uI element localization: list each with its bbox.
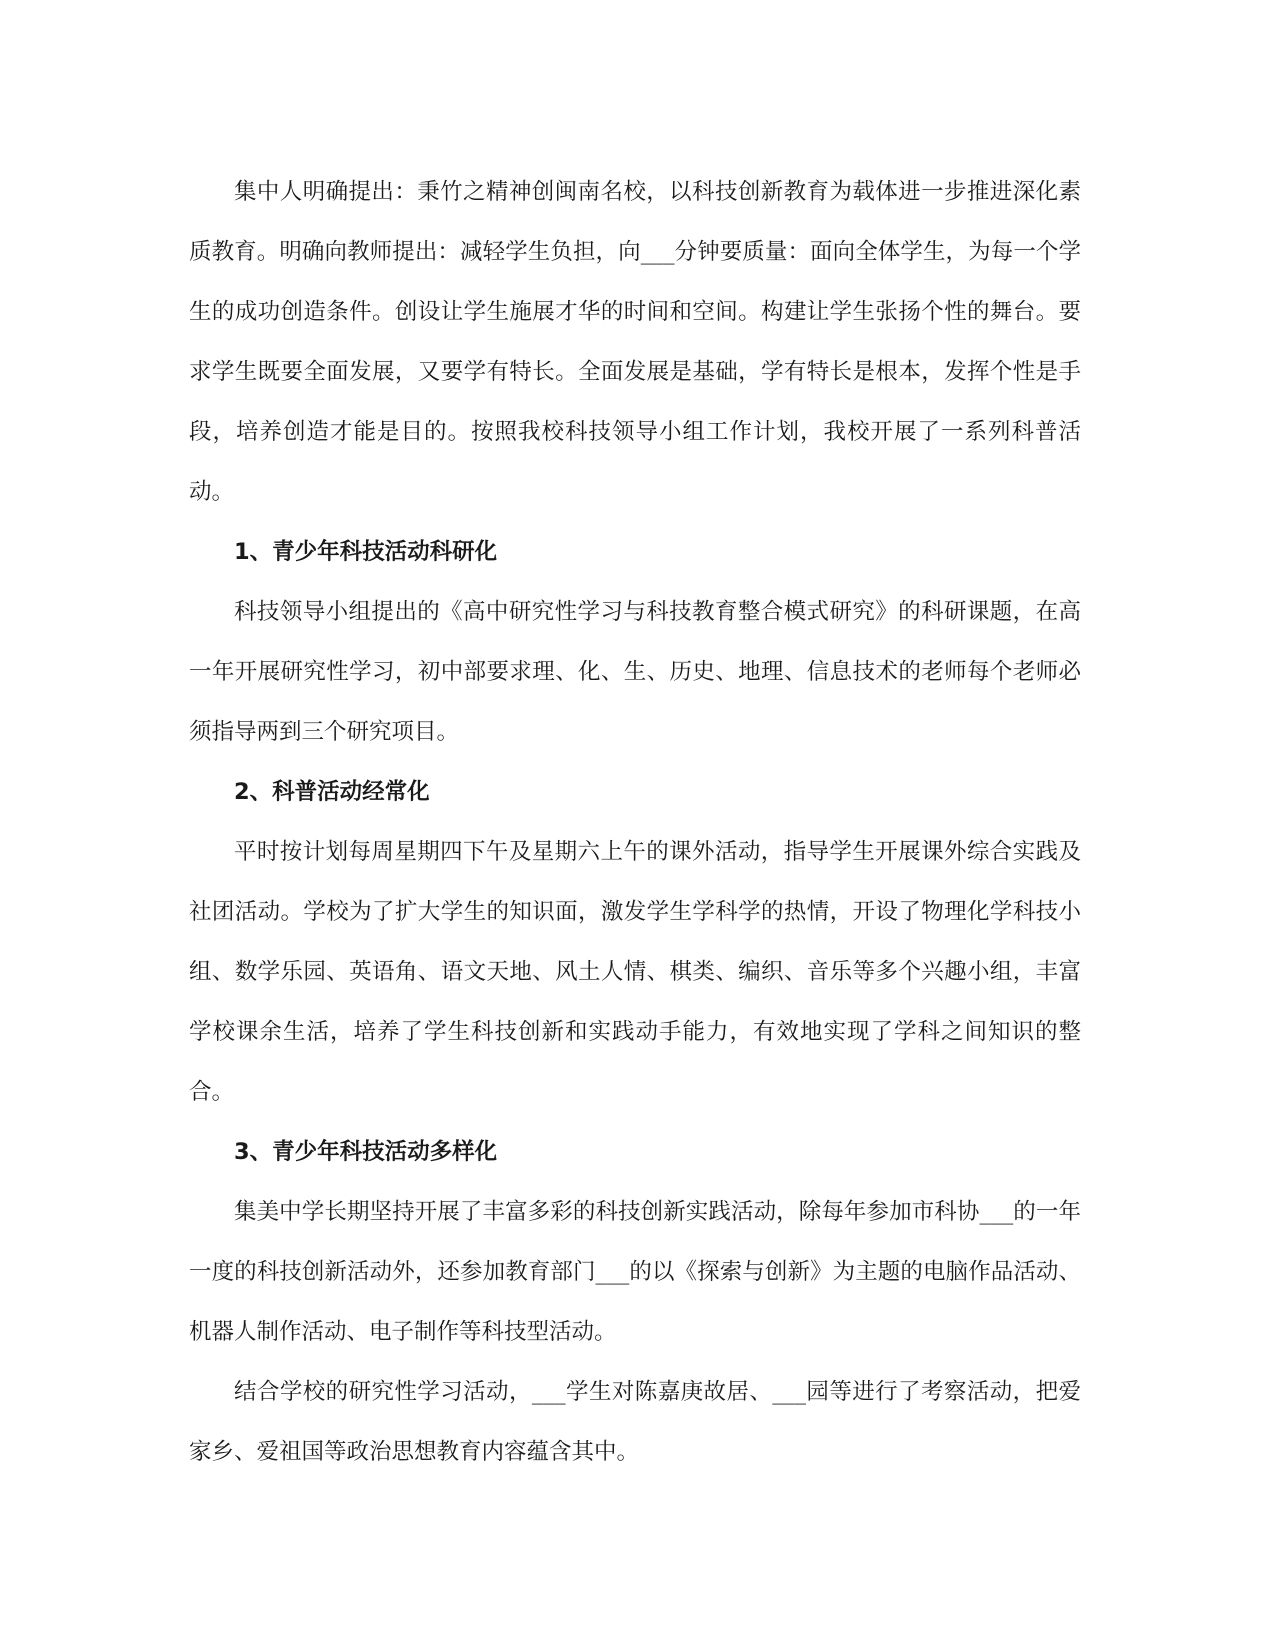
section-heading-2: 2、科普活动经常化 [234,779,430,805]
document-body [189,162,1081,1482]
intro-paragraph: 集中人明确提出：秉竹之精神创闽南名校，以科技创新教育为载体进一步推进深化素质教育。明确向教师提出：减轻学生负担，向___分钟要质量：面向全体学生，为每一个学生的成功创造条件。创设让学生施展才华的时间和空间。构建让学生张扬个性的舞台。要求学生既要全面发展，又要学有特长。全面发展是基础，学有特长是根本，发挥个性是手段，培养创造才能是目的。按照我校科技领导小组工作计划，我校开展了一系列科普活动。 [189,179,1081,505]
section-3-paragraph-1: 集美中学长期坚持开展了丰富多彩的科技创新实践活动，除每年参加市科协___的一年一度的科技创新活动外，还参加教育部门___的以《探索与创新》为主题的电脑作品活动、机器人制作活动、电子制作等科技型活动。 [189,1199,1081,1345]
section-1-paragraph: 科技领导小组提出的《高中研究性学习与科技教育整合模式研究》的科研课题，在高一年开展研究性学习，初中部要求理、化、生、历史、地理、信息技术的老师每个老师必须指导两到三个研究项目。 [189,599,1081,745]
section-heading-3: 3、青少年科技活动多样化 [234,1139,498,1165]
section-3-paragraph-2: 结合学校的研究性学习活动，___学生对陈嘉庚故居、___园等进行了考察活动，把爱家乡、爱祖国等政治思想教育内容蕴含其中。 [189,1379,1081,1465]
section-2-paragraph: 平时按计划每周星期四下午及星期六上午的课外活动，指导学生开展课外综合实践及社团活动。学校为了扩大学生的知识面，激发学生学科学的热情，开设了物理化学科技小组、数学乐园、英语角、语文天地、风土人情、棋类、编织、音乐等多个兴趣小组，丰富学校课余生活，培养了学生科技创新和实践动手能力，有效地实现了学科之间知识的整合。 [189,839,1081,1105]
section-heading-1: 1、青少年科技活动科研化 [234,539,498,565]
